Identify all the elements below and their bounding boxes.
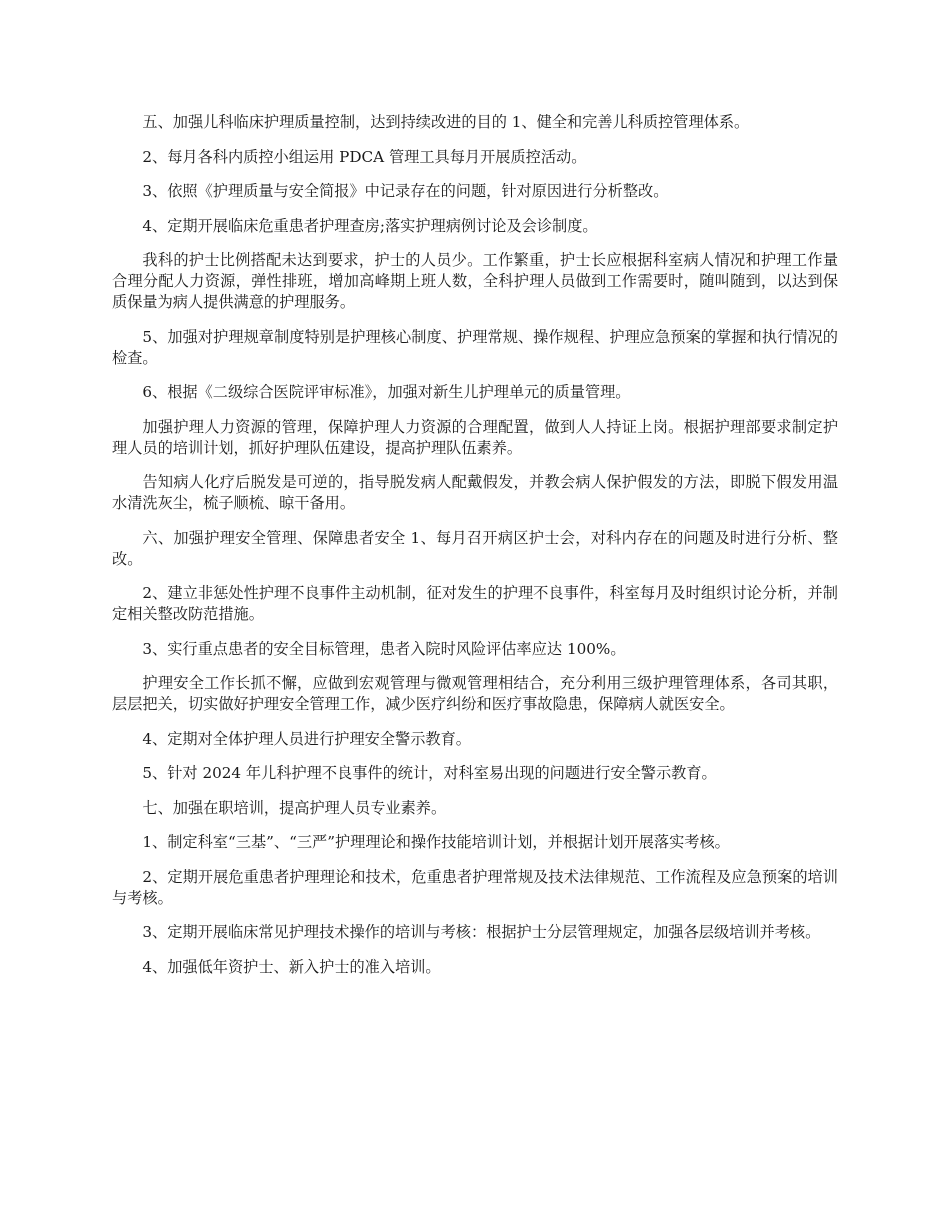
paragraph-item: 2、每月各科内质控小组运用 PDCA 管理工具每月开展质控活动。 <box>142 147 587 166</box>
paragraph-item: 2、建立非惩处性护理不良事件主动机制，征对发生的护理不良事件，科室每月及时组织讨论分析，并制定相关整改防范措施。 <box>112 584 838 623</box>
paragraph-item: 2、定期开展危重患者护理理论和技术，危重患者护理常规及技术法律规范、工作流程及应急预案的培训与考核。 <box>112 867 838 907</box>
paragraph-item: 3、依照《护理质量与安全简报》中记录存在的问题，针对原因进行分析整改。 <box>142 182 669 200</box>
paragraph-item: 1、制定科室“三基”、“三严”护理理论和操作技能培训计划，并根据计划开展落实考核。 <box>142 833 730 851</box>
paragraph-text: 加强护理人力资源的管理，保障护理人力资源的合理配置，做到人人持证上岗。根据护理部要求制定护理人员的培训计划，抓好护理队伍建设，提高护理队伍素养。 <box>112 417 838 457</box>
paragraph-section-5-heading: 五、加强儿科临床护理质量控制，达到持续改进的目的 1、健全和完善儿科质控管理体系。 <box>142 113 750 131</box>
paragraph-text: 我科的护士比例搭配未达到要求，护士的人员少。工作繁重，护士长应根据科室病人情况和护理工作量合理分配人力资源，弹性排班，增加高峰期上班人数，全科护理人员做到工作需要时，随叫随到，以达到保质保量为病人提供满意的护理服务。 <box>112 251 838 311</box>
paragraph-item: 4、加强低年资护士、新入护士的准入培训。 <box>142 957 441 976</box>
paragraph-item: 4、定期开展临床危重患者护理查房;落实护理病例讨论及会诊制度。 <box>142 216 598 235</box>
paragraph-item: 4、定期对全体护理人员进行护理安全警示教育。 <box>142 729 471 748</box>
document-body <box>112 112 838 991</box>
paragraph-section-6-heading: 六、加强护理安全管理、保障患者安全 1、每月召开病区护士会，对科内存在的问题及时进行分析、整改。 <box>112 528 838 568</box>
paragraph-text: 告知病人化疗后脱发是可逆的，指导脱发病人配戴假发，并教会病人保护假发的方法，即脱下假发用温水清洗灰尘，梳子顺梳、晾干备用。 <box>112 473 838 512</box>
paragraph-text: 护理安全工作长抓不懈，应做到宏观管理与微观管理相结合，充分利用三级护理管理体系，各司其职，层层把关，切实做好护理安全管理工作，减少医疗纠纷和医疗事故隐患，保障病人就医安全。 <box>112 674 838 713</box>
paragraph-item: 3、定期开展临床常见护理技术操作的培训与考核：根据护士分层管理规定，加强各层级培训并考核。 <box>142 923 821 941</box>
paragraph-section-7-heading: 七、加强在职培训，提高护理人员专业素养。 <box>142 798 447 817</box>
paragraph-item: 6、根据《二级综合医院评审标准》，加强对新生儿护理单元的质量管理。 <box>142 383 631 401</box>
paragraph-item: 5、针对 2024 年儿科护理不良事件的统计，对科室易出现的问题进行安全警示教育。 <box>142 764 717 782</box>
paragraph-item: 3、实行重点患者的安全目标管理，患者入院时风险评估率应达 100%。 <box>142 639 626 658</box>
paragraph-item: 5、加强对护理规章制度特别是护理核心制度、护理常规、操作规程、护理应急预案的掌握和执行情况的检查。 <box>112 327 838 367</box>
